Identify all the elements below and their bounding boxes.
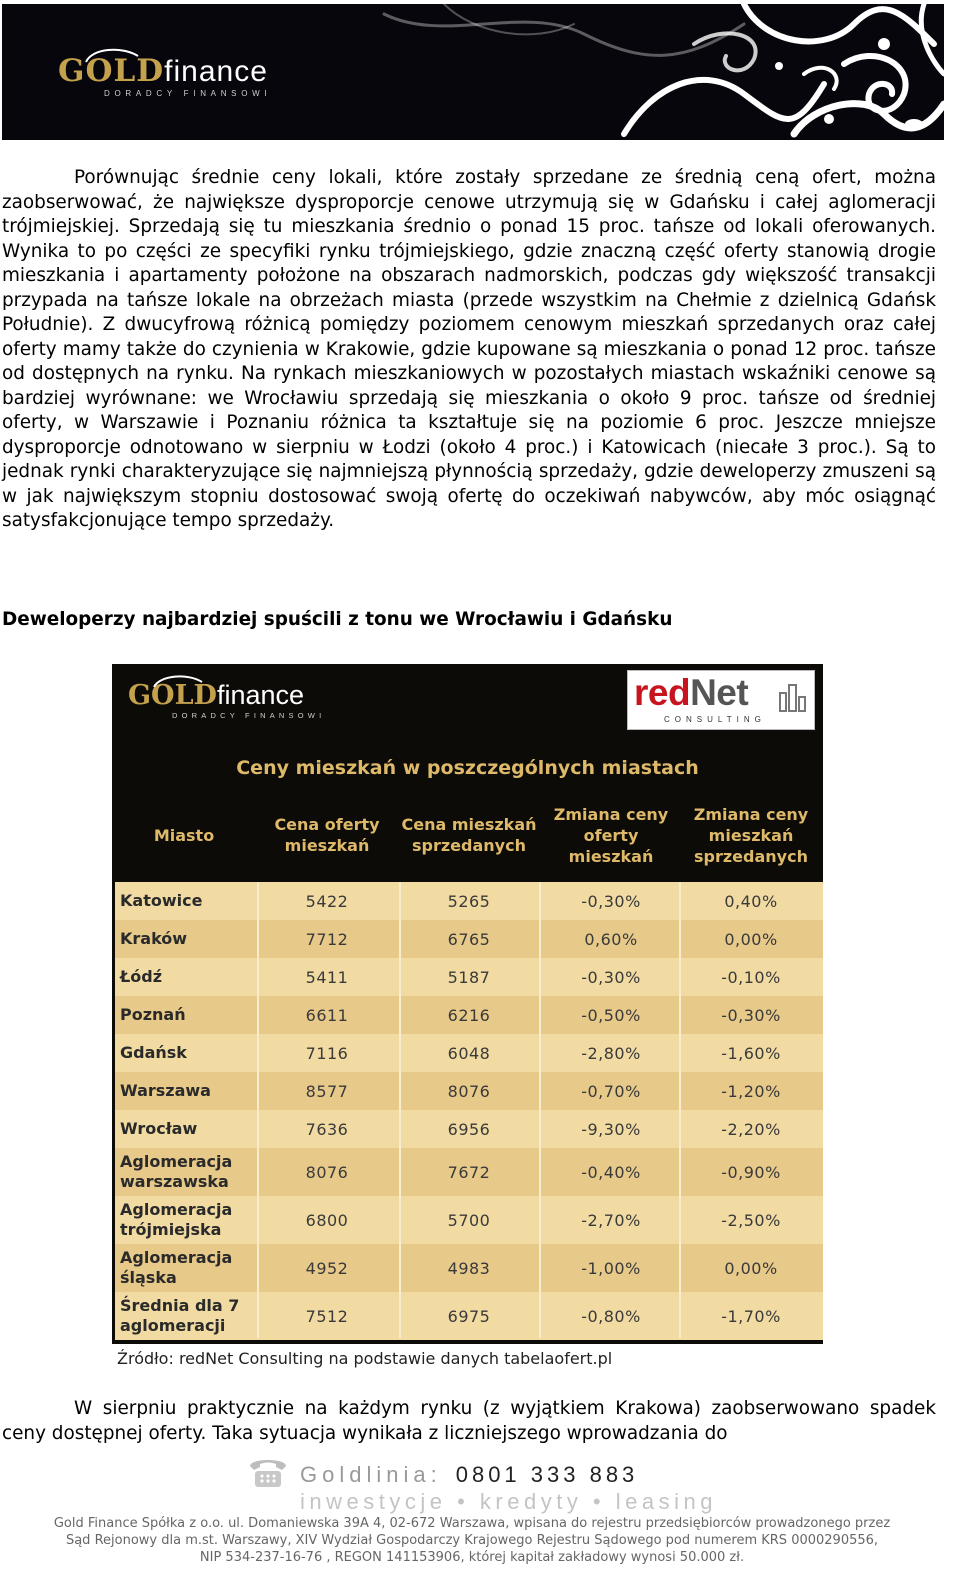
logo-gold-text: GOLD xyxy=(58,53,165,89)
logo-swirl-icon xyxy=(82,46,142,66)
cell-offer-change: -2,80% xyxy=(581,1043,641,1063)
logo-tagline: DORADCY FINANSOWI xyxy=(172,711,326,720)
goldlinia-number: 0801 333 883 xyxy=(455,1462,639,1487)
cell-offer-change: -0,70% xyxy=(581,1081,641,1101)
rednet-consulting-text: CONSULTING xyxy=(664,715,766,724)
cell-sold-change: 0,40% xyxy=(724,891,778,911)
cell-sold-change: 0,00% xyxy=(724,1258,778,1278)
gold-finance-logo xyxy=(58,53,272,98)
table-row xyxy=(115,1034,823,1072)
goldlinia-label: Goldlinia: xyxy=(300,1462,442,1487)
phone-icon xyxy=(246,1456,290,1490)
header-banner xyxy=(2,4,944,140)
cell-sold-change: -1,20% xyxy=(721,1081,781,1101)
cell-sold: 7672 xyxy=(447,1162,491,1182)
cell-city: Średnia dla 7 aglomeracji xyxy=(120,1296,240,1335)
cell-offer: 6611 xyxy=(305,1005,349,1025)
cell-offer-change: -0,40% xyxy=(581,1162,641,1182)
logo-finance-text: finance xyxy=(216,680,305,710)
cell-sold-change: -0,10% xyxy=(721,967,781,987)
building-bars-icon xyxy=(778,683,808,713)
cell-offer: 4952 xyxy=(305,1258,349,1278)
cell-offer-change: -2,70% xyxy=(581,1210,641,1230)
cell-city: Aglomeracja śląska xyxy=(120,1248,233,1287)
table-row xyxy=(115,920,823,958)
table-row xyxy=(115,1110,823,1148)
table-title: Ceny mieszkań w poszczególnych miastach xyxy=(236,757,699,779)
cell-offer: 5411 xyxy=(305,967,349,987)
cell-offer-change: -9,30% xyxy=(581,1119,641,1139)
table-row xyxy=(115,1244,823,1292)
cell-city: Wrocław xyxy=(120,1119,198,1138)
price-table-body xyxy=(115,882,823,1338)
column-header-city: Miasto xyxy=(153,825,215,845)
table-row xyxy=(115,1072,823,1110)
table-column-divider xyxy=(679,882,681,1338)
cell-offer: 5422 xyxy=(305,891,349,911)
cell-city: Poznań xyxy=(120,1005,186,1024)
table-row xyxy=(115,958,823,996)
cell-sold-change: -2,20% xyxy=(721,1119,781,1139)
cell-offer: 8076 xyxy=(305,1162,349,1182)
floral-ornament-icon xyxy=(324,4,944,140)
cell-sold-change: -1,60% xyxy=(721,1043,781,1063)
cell-city: Warszawa xyxy=(120,1081,211,1100)
cell-sold-change: -2,50% xyxy=(721,1210,781,1230)
table-row xyxy=(115,882,823,920)
cell-offer-change: 0,60% xyxy=(584,929,638,949)
table-column-divider xyxy=(399,882,401,1338)
cell-offer: 7712 xyxy=(305,929,349,949)
cell-offer-change: -0,30% xyxy=(581,891,641,911)
logo-gold-text: GOLD xyxy=(128,680,217,711)
cell-sold: 6765 xyxy=(447,929,491,949)
cell-city: Aglomeracja trójmiejska xyxy=(120,1200,233,1239)
cell-offer-change: -0,50% xyxy=(581,1005,641,1025)
cell-offer: 7512 xyxy=(305,1306,349,1326)
rednet-red-text: red xyxy=(634,672,691,713)
table-source-note: Źródło: redNet Consulting na podstawie danych tabelaofert.pl xyxy=(117,1349,613,1368)
footer-line-1: Gold Finance Spółka z o.o. ul. Domaniewska 39A 4, 02-672 Warszawa, wpisana do rejestru przedsiębiorców prowadzonego przez xyxy=(53,1516,891,1531)
cell-sold: 6048 xyxy=(447,1043,491,1063)
article-paragraph-1: Porównując średnie ceny lokali, które zostały sprzedane ze średnią ceną ofert, można zaobserwować, że największe dysproporcje cenowe utrzymują się w Gdańsku i całej aglomeracji trójmiejskiej. Sprzedają się tu mieszkania średnio o ponad 15 proc. tańsze od lokali oferowanych. Wynika to po części ze specyfiki rynku trójmiejskiego, gdzie znaczną część oferty stanowią drogie mieszkania i apartamenty położone na obszarach nadmorskich, podczas gdy większość transakcji przypada na tańsze lokale na obrzeżach miasta (przede wszystkim na Chełmie z dzielnicą Gdańsk Południe). Z dwucyfrową różnicą pomiędzy poziomem cenowym mieszkań sprzedanych oraz całej oferty mamy także do czynienia w Krakowie, gdzie kupowane są mieszkania o ponad 12 proc. tańsze od dostępnych na rynku. Na rynkach mieszkaniowych w pozostałych miastach wskaźniki cenowe są bardziej wyrównane: we Wrocławiu sprzedają się mieszkania o około 9 proc. tańsze od średniej oferty, w Warszawie i Poznaniu różnica ta kształtuje się na poziomie 6 proc. Jeszcze mniejsze dysproporcje odnotowano w sierpniu w Łodzi (około 4 proc.) i Katowicach (niecałe 3 proc.). Są to jednak rynki charakteryzujące się najmniejszą płynnością sprzedaży, gdzie deweloperzy zmuszeni są w jak największym stopniu dostosować swoją ofertę do oczekiwań nabywców, aby móc osiągnąć satysfakcjonujące tempo sprzedaży. xyxy=(2,167,936,531)
cell-offer-change: -0,80% xyxy=(581,1306,641,1326)
column-header-offer-change: Zmiana ceny oferty mieszkań xyxy=(553,804,669,866)
cell-city: Aglomeracja warszawska xyxy=(120,1152,233,1191)
goldlinia-hotline xyxy=(300,1462,638,1488)
cell-sold: 6956 xyxy=(447,1119,491,1139)
cell-offer: 8577 xyxy=(305,1081,349,1101)
cell-city: Katowice xyxy=(120,891,203,910)
cell-sold: 8076 xyxy=(447,1081,491,1101)
column-header-sold-price: Cena mieszkań sprzedanych xyxy=(401,815,537,855)
cell-sold: 5187 xyxy=(447,967,491,987)
cell-city: Łódź xyxy=(120,967,163,986)
cell-sold-change: 0,00% xyxy=(724,929,778,949)
table-column-divider xyxy=(539,882,541,1338)
table-row xyxy=(115,1148,823,1196)
footer-line-2: Sąd Rejonowy dla m.st. Warszawy, XIV Wydział Gospodarczy Krajowego Rejestru Sądowego pod numerem KRS 0000290556, xyxy=(65,1533,879,1548)
rednet-consulting-logo xyxy=(627,670,815,730)
cell-sold: 4983 xyxy=(447,1258,491,1278)
cell-sold: 6975 xyxy=(447,1306,491,1326)
table-row xyxy=(115,1292,823,1340)
table-row xyxy=(115,996,823,1034)
cell-offer: 7116 xyxy=(305,1043,349,1063)
cell-sold-change: -1,70% xyxy=(721,1306,781,1326)
column-header-offer-price: Cena oferty mieszkań xyxy=(274,815,380,855)
cell-offer-change: -0,30% xyxy=(581,967,641,987)
article-paragraph-2: W sierpniu praktycznie na każdym rynku (z wyjątkiem Krakowa) zaobserwowano spadek ceny dostępnej oferty. Taka sytuacja wynikała z liczniejszego wprowadzania do xyxy=(2,1398,936,1444)
company-footer xyxy=(0,1515,944,1566)
cell-city: Gdańsk xyxy=(120,1043,187,1062)
rednet-net-text: Net xyxy=(690,672,749,713)
column-header-sold-change: Zmiana ceny mieszkań sprzedanych xyxy=(693,804,809,866)
logo-swirl-icon xyxy=(150,673,206,691)
section-heading: Deweloperzy najbardziej spuścili z tonu we Wrocławiu i Gdańsku xyxy=(2,609,673,630)
cell-sold-change: -0,90% xyxy=(721,1162,781,1182)
logo-tagline: DORADCY FINANSOWI xyxy=(104,89,272,98)
cell-city: Kraków xyxy=(120,929,188,948)
cell-sold: 6216 xyxy=(447,1005,491,1025)
cell-offer: 7636 xyxy=(305,1119,349,1139)
table-row xyxy=(115,1196,823,1244)
services-tagline: inwestycje • kredyty • leasing xyxy=(300,1489,717,1514)
cell-offer-change: -1,00% xyxy=(581,1258,641,1278)
footer-line-3: NIP 534-237-16-76 , REGON 141153906, której kapitał zakładowy wynosi 50.000 zł. xyxy=(199,1550,745,1565)
cell-sold: 5700 xyxy=(447,1210,491,1230)
table-column-divider xyxy=(257,882,259,1338)
cell-sold: 5265 xyxy=(447,891,491,911)
cell-sold-change: -0,30% xyxy=(721,1005,781,1025)
cell-offer: 6800 xyxy=(305,1210,349,1230)
chart-gold-finance-logo xyxy=(128,682,325,720)
price-table-image xyxy=(112,664,823,1344)
logo-finance-text: finance xyxy=(164,55,268,88)
